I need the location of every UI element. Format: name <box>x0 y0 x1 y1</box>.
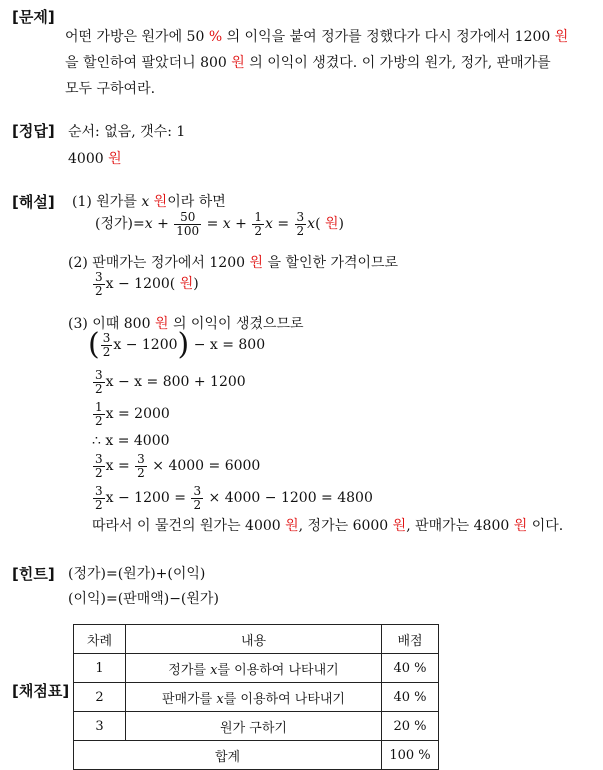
text: 의 이익이 생겼으므로 <box>172 316 304 332</box>
text: (1) 원가를 <box>72 194 137 210</box>
op: = <box>206 216 219 232</box>
row-no: 3 <box>74 712 126 741</box>
won-unit: 원 <box>285 518 299 534</box>
numerator: 3 <box>296 209 305 224</box>
denominator: 2 <box>137 465 145 480</box>
text: (3) 이때 800 <box>68 316 151 332</box>
answer-label: [정답] <box>12 122 55 140</box>
op: + <box>157 216 169 232</box>
won-unit: 원 <box>108 151 122 167</box>
denominator: 2 <box>95 497 103 512</box>
problem-line-1 <box>65 26 568 46</box>
fraction <box>93 271 105 297</box>
row-no: 1 <box>74 654 126 683</box>
equation-2 <box>92 365 246 399</box>
denominator: 2 <box>193 497 202 512</box>
var-x: x <box>144 216 153 232</box>
paren-open: ( <box>88 327 100 362</box>
text: 이라 하면 <box>167 194 226 210</box>
hint-line-1: (정가)=(원가)+(이익) <box>68 566 206 582</box>
step-1-equation: (정가)=x + $\frac{50}{100}$ = x + $\frac{1}{2}$ x = $\frac{3}{2}$ x( 원) <box>95 209 344 238</box>
won-unit: 원 <box>179 276 194 292</box>
problem-text: 어떤 가방은 원가에 50 <box>65 29 205 45</box>
hint-line-2: (이익)=(판매액)−(원가) <box>68 591 219 607</box>
conclusion <box>92 515 563 535</box>
denominator: 100 <box>176 223 200 238</box>
scoring-label: [채점표] <box>12 682 70 700</box>
text: 를 이용하여 나타내기 <box>217 662 339 678</box>
row-content: 원가 구하기 <box>126 712 382 741</box>
problem-line-3: 모두 구하여라. <box>65 81 156 97</box>
row-content <box>126 654 382 683</box>
won-unit: 원 <box>154 316 169 332</box>
numerator: 3 <box>193 483 202 498</box>
text: 정가를 <box>168 662 206 678</box>
numerator: 3 <box>95 269 103 284</box>
fraction <box>135 453 147 479</box>
table-row <box>74 683 439 712</box>
won-unit: 원 <box>325 216 339 232</box>
problem-line-2 <box>65 52 551 72</box>
hint-label: [힌트] <box>12 565 55 583</box>
fraction <box>174 211 201 237</box>
problem-text: 을 할인하여 팔았더니 800 <box>65 55 227 71</box>
var-x: x <box>264 216 273 232</box>
text: ) <box>193 276 199 292</box>
expression: x − 1200( <box>105 276 176 292</box>
row-score: 40 % <box>382 683 439 712</box>
text: ) <box>338 216 344 232</box>
denominator: 2 <box>95 283 103 298</box>
fraction <box>252 211 264 237</box>
text: (2) 판매가는 정가에서 1200 <box>68 255 246 271</box>
row-no: 2 <box>74 683 126 712</box>
expression: x = 2000 <box>105 406 170 422</box>
numerator: 1 <box>95 399 103 414</box>
expression: x − 1200 <box>113 337 178 353</box>
var-x: x <box>307 216 316 232</box>
table-header-row <box>74 625 439 654</box>
text: (정가)= <box>95 216 145 232</box>
won-unit: 원 <box>554 29 569 45</box>
won-unit: 원 <box>249 255 263 271</box>
equation-3 <box>92 397 170 431</box>
denominator: 2 <box>254 223 262 238</box>
row-score: 20 % <box>382 712 439 741</box>
text: , 판매가는 4800 <box>406 518 510 534</box>
numerator: 50 <box>174 211 201 225</box>
fraction <box>101 332 113 358</box>
step-2-expression <box>92 266 199 302</box>
answer-number: 4000 <box>68 151 104 167</box>
text: 따라서 이 물건의 원가는 4000 <box>92 518 281 534</box>
won-unit: 원 <box>392 518 407 534</box>
paren-close: ) <box>177 327 190 362</box>
header-no: 차례 <box>74 625 126 654</box>
scoring-table <box>73 624 439 770</box>
expression: × 4000 = 6000 <box>152 458 261 474</box>
equation-1 <box>88 327 265 363</box>
expression: x − 1200 = <box>105 490 186 506</box>
numerator: 1 <box>254 209 262 224</box>
won-unit: 원 <box>153 194 168 210</box>
fraction <box>191 485 203 511</box>
row-score: 40 % <box>382 654 439 683</box>
text: 판매가를 <box>161 691 213 707</box>
fraction <box>295 211 307 237</box>
expression: x − x = 800 + 1200 <box>105 374 246 390</box>
problem-label: [문제] <box>12 8 55 26</box>
text: 을 할인한 가격이므로 <box>267 255 399 271</box>
total-score: 100 % <box>382 741 439 770</box>
denominator: 2 <box>95 381 103 396</box>
equation-5 <box>92 449 260 483</box>
expression: x = <box>105 458 130 474</box>
expression: − x = 800 <box>193 337 266 353</box>
numerator: 3 <box>137 451 145 466</box>
var-x: x <box>216 691 224 707</box>
equation-6 <box>92 481 373 515</box>
var-x: x <box>210 662 218 678</box>
fraction <box>93 453 105 479</box>
numerator: 3 <box>95 483 103 498</box>
denominator: 2 <box>95 413 103 428</box>
total-label: 합계 <box>74 741 382 770</box>
won-unit: 원 <box>231 55 245 71</box>
var-x: x <box>222 216 231 232</box>
text: ( <box>315 216 321 232</box>
explanation-label: [해설] <box>12 193 55 211</box>
numerator: 3 <box>102 330 111 345</box>
text: 를 이용하여 나타내기 <box>223 691 345 707</box>
answer-meta: 순서: 없음, 갯수: 1 <box>68 124 186 140</box>
answer-value <box>68 148 122 168</box>
op: = <box>277 216 290 232</box>
table-row <box>74 712 439 741</box>
fraction <box>93 369 105 395</box>
numerator: 3 <box>95 367 103 382</box>
row-content <box>126 683 382 712</box>
header-score: 배점 <box>382 625 439 654</box>
header-content: 내용 <box>126 625 382 654</box>
fraction <box>93 401 105 427</box>
text: 이다. <box>531 518 564 534</box>
var-x: x <box>141 194 150 210</box>
percent-unit: % <box>208 29 223 45</box>
equation-4: ∴ x = 4000 <box>92 433 170 449</box>
numerator: 3 <box>95 451 103 466</box>
denominator: 2 <box>102 344 111 359</box>
problem-text: 의 이익을 붙여 정가를 정했다가 다시 정가에서 1200 <box>226 29 551 45</box>
expression: × 4000 − 1200 = 4800 <box>208 490 373 506</box>
won-unit: 원 <box>513 518 528 534</box>
fraction <box>93 485 105 511</box>
denominator: 2 <box>95 465 103 480</box>
problem-text: 의 이익이 생겼다. 이 가방의 원가, 정가, 판매가를 <box>249 55 551 71</box>
denominator: 2 <box>296 223 305 238</box>
table-total-row <box>74 741 439 770</box>
table-row <box>74 654 439 683</box>
text: , 정가는 6000 <box>298 518 389 534</box>
